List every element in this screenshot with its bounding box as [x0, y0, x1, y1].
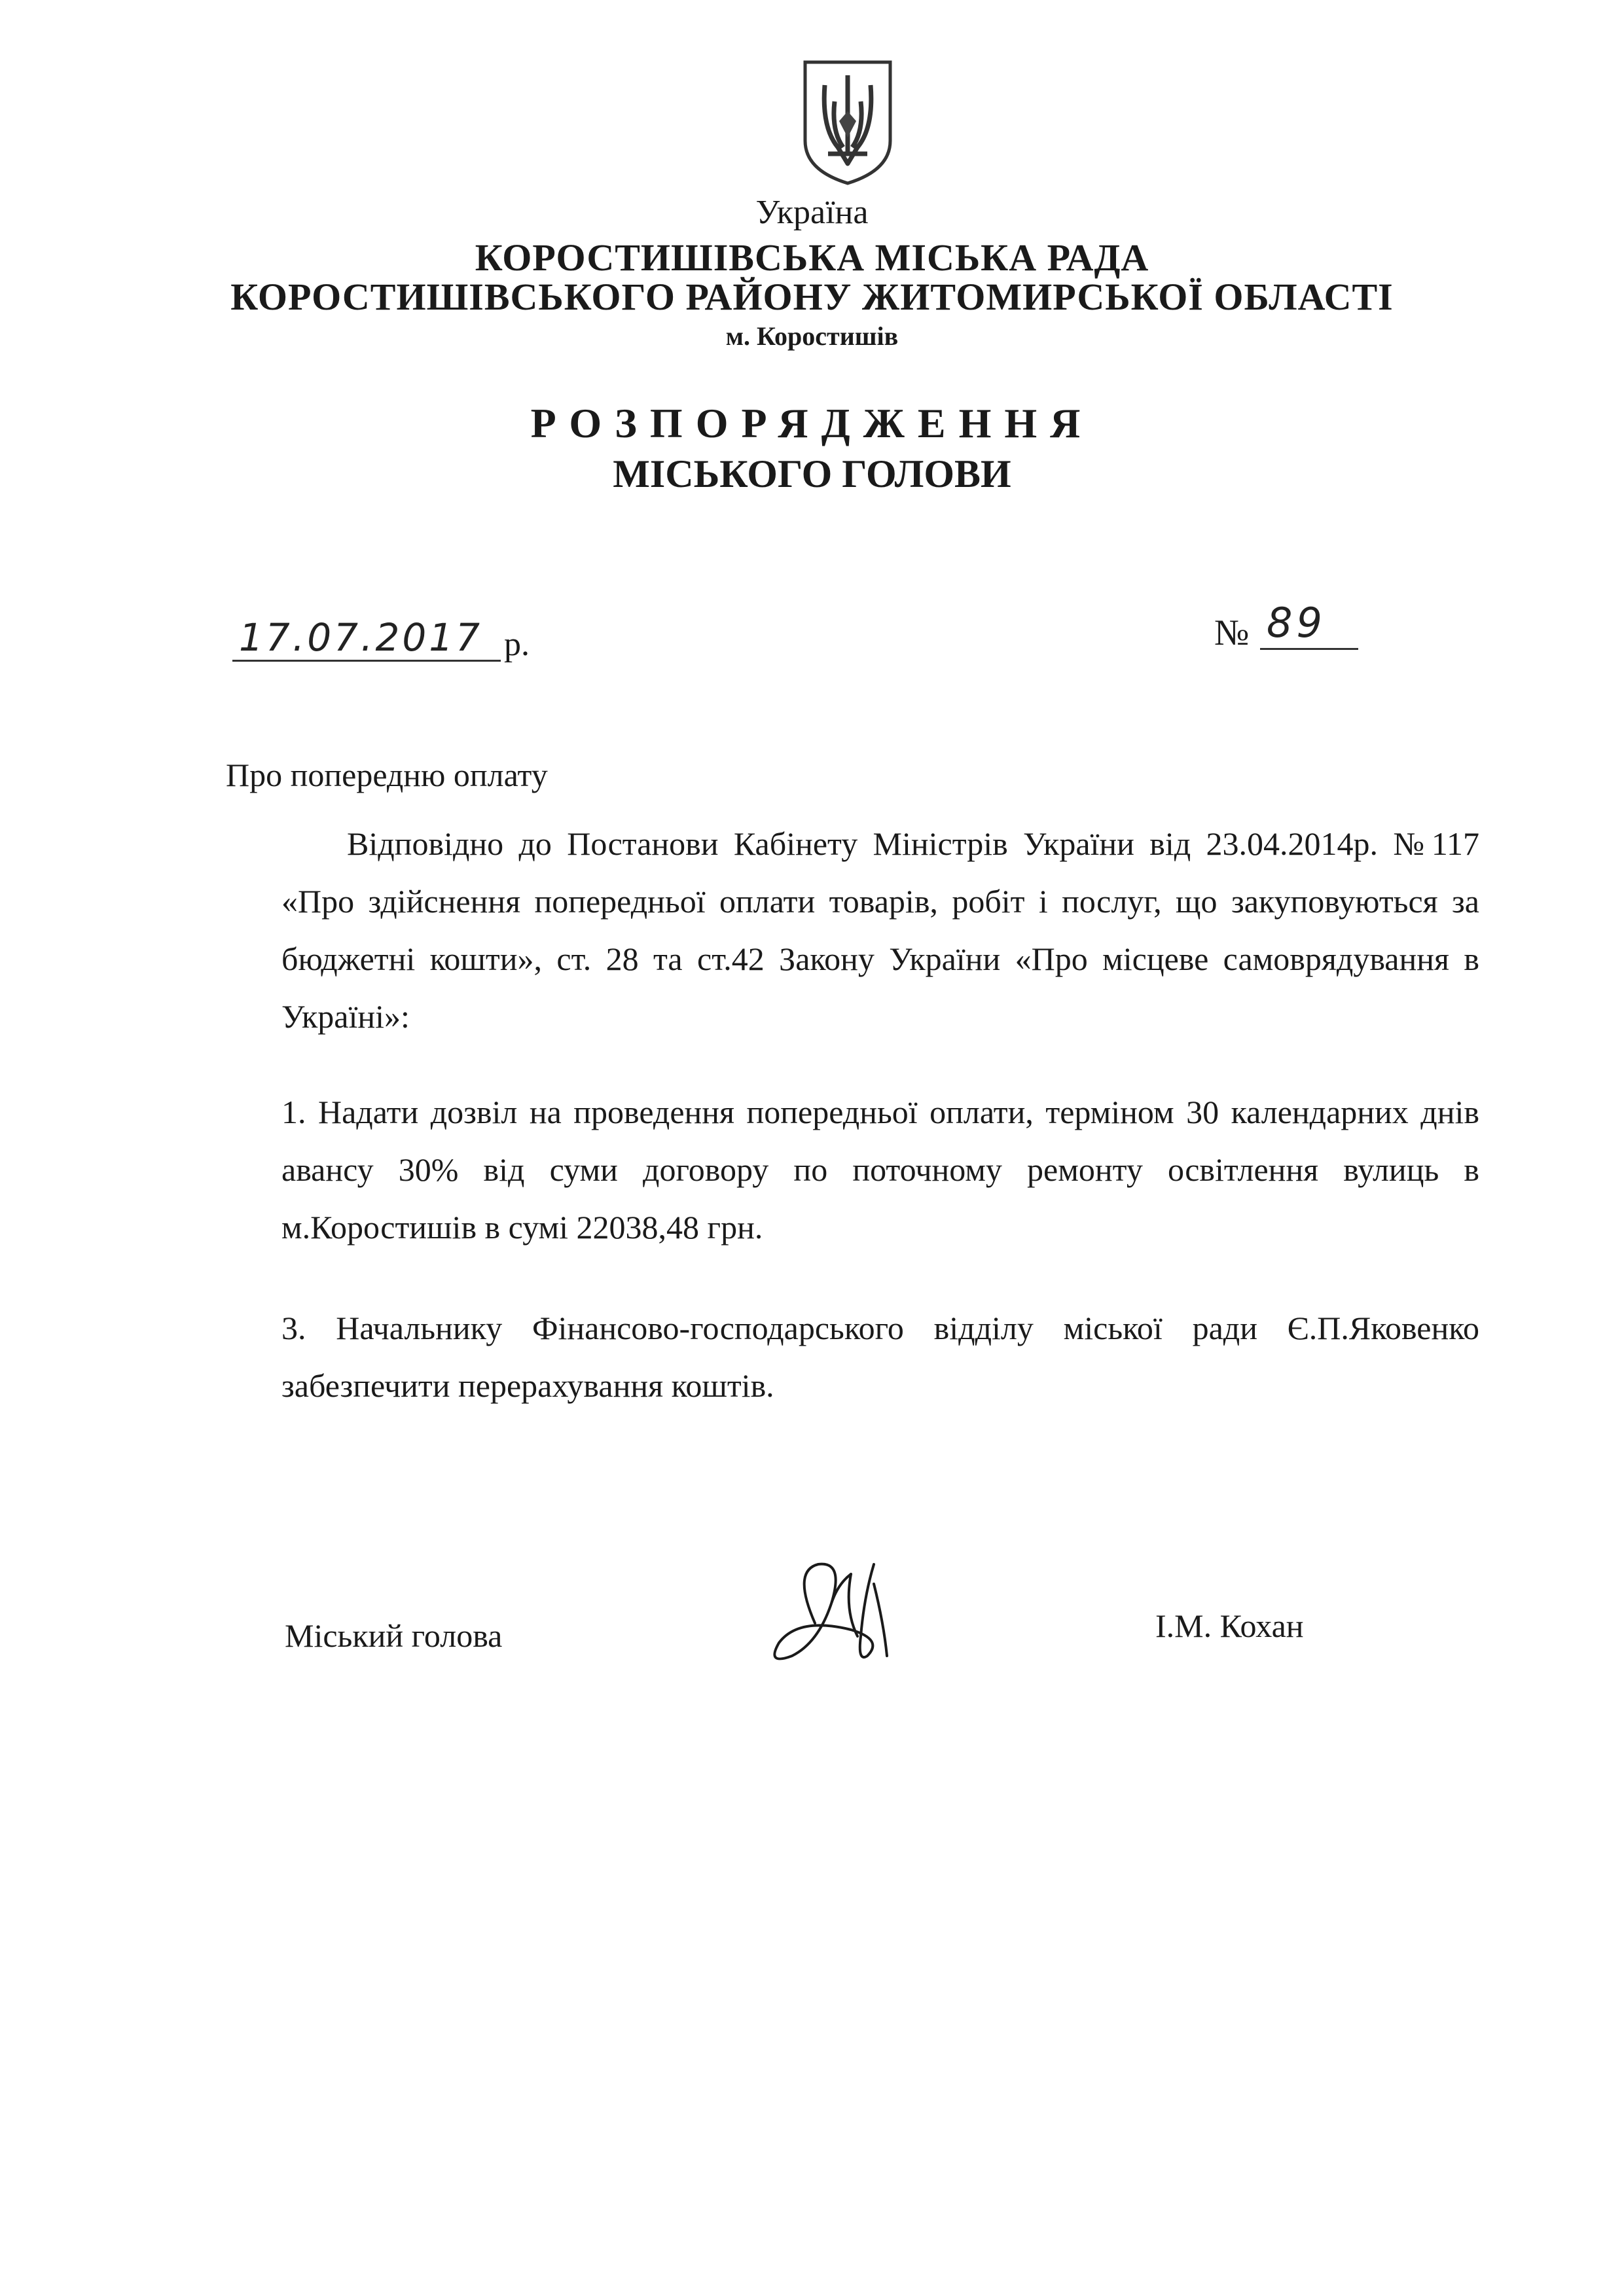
document-type: РОЗПОРЯДЖЕННЯ — [530, 400, 1094, 446]
country-name: Україна — [755, 194, 869, 231]
number-underline — [1260, 648, 1358, 650]
date-underline — [232, 660, 501, 662]
city-name: м. Коростишів — [725, 321, 899, 351]
order-item-1: 1. Надати дозвіл на проведення попередньої оплати, терміном 30 календарних днів авансу 30% від суми договору по поточному ремонту освітлення вулиць в м.Коростишів в сумі 22038,48 грн. — [281, 1094, 1479, 1246]
document-number: 89 — [1267, 599, 1326, 647]
document-subject: Про попередню оплату — [226, 757, 548, 793]
document-number-label: № — [1214, 613, 1250, 653]
handwritten-signature — [753, 1545, 923, 1676]
order-item-3: 3. Начальнику Фінансово-господарського відділу міської ради Є.П.Яковенко забезпечити перерахування коштів. — [281, 1310, 1479, 1404]
district-name: КОРОСТИШІВСЬКОГО РАЙОНУ ЖИТОМИРСЬКОЇ ОБЛАСТІ — [230, 276, 1394, 318]
document-date: 17.07.2017 — [239, 615, 483, 660]
coat-of-arms-icon — [799, 56, 897, 187]
council-name: КОРОСТИШІВСЬКА МІСЬКА РАДА — [475, 236, 1149, 279]
intro-paragraph — [281, 815, 1479, 1045]
document-type-subtitle: МІСЬКОГО ГОЛОВИ — [613, 452, 1011, 495]
signatory-name: І.М. Кохан — [1155, 1607, 1304, 1644]
date-suffix: р. — [504, 626, 530, 663]
intro-text: Відповідно до Постанови Кабінету Міністрів України від 23.04.2014р. №117 «Про здійснення попередньої оплати товарів, робіт і послуг, що закуповуються за бюджетні кошти», ст. 28 та ст.42 Закону України «Про місцеве самоврядування в Україні»: — [281, 825, 1479, 1035]
signatory-title: Міський голова — [285, 1617, 503, 1654]
